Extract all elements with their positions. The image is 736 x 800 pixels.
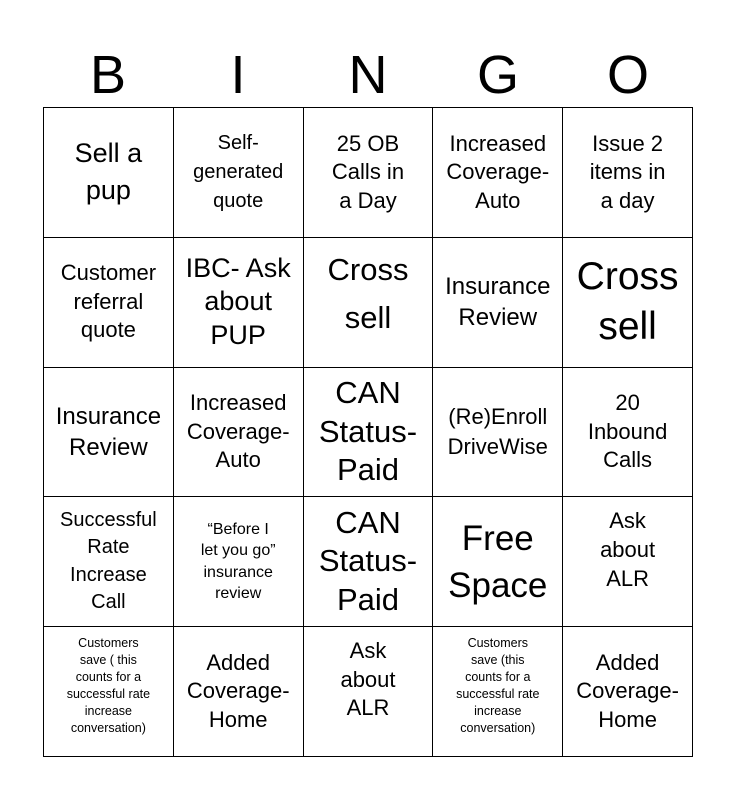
bingo-cell[interactable]: Customer referral quote bbox=[44, 238, 174, 368]
bingo-cell[interactable]: Cross sell bbox=[563, 238, 693, 368]
bingo-cell[interactable]: Free Space bbox=[433, 497, 563, 627]
bingo-cell[interactable]: Insurance Review bbox=[433, 238, 563, 368]
bingo-cell[interactable]: “Before I let you go” insurance review bbox=[174, 497, 304, 627]
bingo-cell[interactable]: Increased Coverage- Auto bbox=[174, 368, 304, 498]
bingo-cell[interactable]: Cross sell bbox=[304, 238, 434, 368]
header-letter-n: N bbox=[348, 45, 388, 105]
bingo-cell[interactable]: CAN Status- Paid bbox=[304, 497, 434, 627]
bingo-cell[interactable]: (Re)Enroll DriveWise bbox=[433, 368, 563, 498]
bingo-cell[interactable]: Added Coverage- Home bbox=[174, 627, 304, 757]
bingo-cell[interactable]: 25 OB Calls in a Day bbox=[304, 108, 434, 238]
header-letter-g: G bbox=[476, 45, 519, 105]
bingo-cell[interactable]: Customers save ( this counts for a successful rate increase conversation) bbox=[44, 627, 174, 757]
bingo-cell[interactable]: Insurance Review bbox=[44, 368, 174, 498]
header-letter-o: O bbox=[606, 45, 649, 105]
header-letter-i: I bbox=[230, 45, 246, 105]
bingo-cell[interactable]: Ask about ALR bbox=[563, 497, 693, 627]
bingo-cell[interactable]: CAN Status- Paid bbox=[304, 368, 434, 498]
bingo-cell[interactable]: Ask about ALR bbox=[304, 627, 434, 757]
bingo-cell[interactable]: Issue 2 items in a day bbox=[563, 108, 693, 238]
bingo-cell[interactable]: Customers save (this counts for a successful rate increase conversation) bbox=[433, 627, 563, 757]
header-letter-b: B bbox=[89, 45, 127, 105]
bingo-cell[interactable]: Added Coverage- Home bbox=[563, 627, 693, 757]
bingo-cell[interactable]: Sell a pup bbox=[44, 108, 174, 238]
bingo-cell[interactable]: Self- generated quote bbox=[174, 108, 304, 238]
bingo-grid bbox=[43, 107, 693, 757]
bingo-cell[interactable]: Successful Rate Increase Call bbox=[44, 497, 174, 627]
bingo-cell[interactable]: 20 Inbound Calls bbox=[563, 368, 693, 498]
bingo-header bbox=[43, 44, 693, 106]
bingo-cell[interactable]: Increased Coverage- Auto bbox=[433, 108, 563, 238]
bingo-cell[interactable]: IBC- Ask about PUP bbox=[174, 238, 304, 368]
